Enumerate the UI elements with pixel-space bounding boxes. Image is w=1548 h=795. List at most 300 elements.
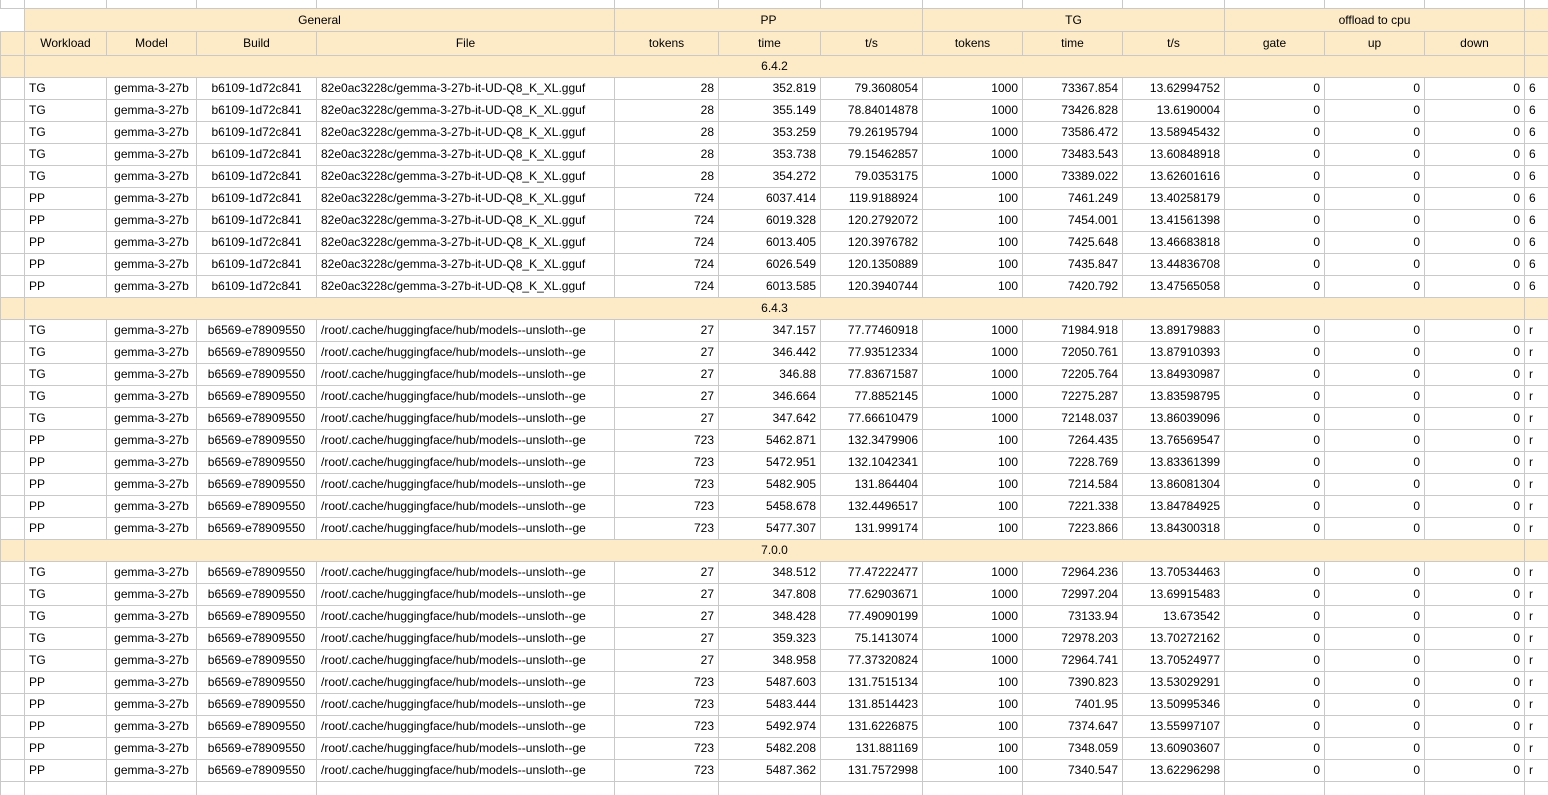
cell-file[interactable]: 82e0ac3228c/gemma-3-27b-it-UD-Q8_K_XL.gguf: [317, 77, 615, 99]
cell-tg-tokens[interactable]: 1000: [923, 605, 1023, 627]
cell-up[interactable]: 0: [1325, 209, 1425, 231]
cell-pp-tokens[interactable]: 28: [615, 99, 719, 121]
column-header-up[interactable]: up: [1325, 31, 1425, 55]
cell-up[interactable]: 0: [1325, 759, 1425, 781]
cell-pp-ts[interactable]: 77.62903671: [821, 583, 923, 605]
table-row[interactable]: [1, 627, 1548, 649]
cell-down[interactable]: 0: [1425, 165, 1525, 187]
cell-pp-tokens[interactable]: 723: [615, 759, 719, 781]
table-row[interactable]: [1, 143, 1548, 165]
cell-tg-ts[interactable]: 13.86039096: [1123, 407, 1225, 429]
cell-tg-ts[interactable]: 13.6190004: [1123, 99, 1225, 121]
cell-pp-ts[interactable]: 77.49090199: [821, 605, 923, 627]
cell-model[interactable]: gemma-3-27b: [107, 407, 197, 429]
cell-pp-ts[interactable]: 79.15462857: [821, 143, 923, 165]
cell-build[interactable]: b6109-1d72c841: [197, 121, 317, 143]
cell-workload[interactable]: PP: [25, 231, 107, 253]
cell-pp-time[interactable]: 5472.951: [719, 451, 821, 473]
cell-file[interactable]: /root/.cache/huggingface/hub/models--unsloth--ge: [317, 649, 615, 671]
cell-down[interactable]: 0: [1425, 143, 1525, 165]
table-row[interactable]: [1, 605, 1548, 627]
cell-tg-time[interactable]: 72964.236: [1023, 561, 1123, 583]
cell-gate[interactable]: 0: [1225, 583, 1325, 605]
cell-build[interactable]: b6569-e78909550: [197, 385, 317, 407]
cell-model[interactable]: gemma-3-27b: [107, 451, 197, 473]
cell-tg-time[interactable]: 71984.918: [1023, 319, 1123, 341]
cell-file[interactable]: 82e0ac3228c/gemma-3-27b-it-UD-Q8_K_XL.gguf: [317, 121, 615, 143]
cell-tg-time[interactable]: 73133.94: [1023, 605, 1123, 627]
table-row[interactable]: [1, 187, 1548, 209]
table-row[interactable]: [1, 165, 1548, 187]
cell-pp-time[interactable]: 353.259: [719, 121, 821, 143]
table-row[interactable]: [1, 385, 1548, 407]
cell-workload[interactable]: PP: [25, 715, 107, 737]
cell-model[interactable]: gemma-3-27b: [107, 671, 197, 693]
table-row[interactable]: [1, 671, 1548, 693]
cell-pp-time[interactable]: 348.428: [719, 605, 821, 627]
cell-file[interactable]: /root/.cache/huggingface/hub/models--unsloth--ge: [317, 561, 615, 583]
cell-gate[interactable]: 0: [1225, 693, 1325, 715]
column-header-file[interactable]: File: [317, 31, 615, 55]
cell-file[interactable]: /root/.cache/huggingface/hub/models--unsloth--ge: [317, 693, 615, 715]
table-row[interactable]: [1, 583, 1548, 605]
cell-model[interactable]: gemma-3-27b: [107, 627, 197, 649]
cell-tg-ts[interactable]: 13.62994752: [1123, 77, 1225, 99]
cell-pp-tokens[interactable]: 723: [615, 429, 719, 451]
cell-pp-tokens[interactable]: 723: [615, 715, 719, 737]
cell-pp-ts[interactable]: 77.83671587: [821, 363, 923, 385]
cell-build[interactable]: b6569-e78909550: [197, 451, 317, 473]
cell-model[interactable]: gemma-3-27b: [107, 165, 197, 187]
cell-pp-ts[interactable]: 77.8852145: [821, 385, 923, 407]
cell-tg-tokens[interactable]: 1000: [923, 407, 1023, 429]
cell-gate[interactable]: 0: [1225, 143, 1325, 165]
cell-model[interactable]: gemma-3-27b: [107, 693, 197, 715]
cell-pp-time[interactable]: 5462.871: [719, 429, 821, 451]
cell-pp-ts[interactable]: 120.1350889: [821, 253, 923, 275]
cell-build[interactable]: b6109-1d72c841: [197, 77, 317, 99]
cell-up[interactable]: 0: [1325, 517, 1425, 539]
cell-tg-time[interactable]: 73389.022: [1023, 165, 1123, 187]
cell-file[interactable]: /root/.cache/huggingface/hub/models--unsloth--ge: [317, 715, 615, 737]
cell-pp-time[interactable]: 353.738: [719, 143, 821, 165]
cell-down[interactable]: 0: [1425, 693, 1525, 715]
cell-tg-tokens[interactable]: 1000: [923, 561, 1023, 583]
cell-pp-tokens[interactable]: 723: [615, 451, 719, 473]
cell-overflow[interactable]: r: [1525, 737, 1548, 759]
cell-tg-ts[interactable]: 13.76569547: [1123, 429, 1225, 451]
cell-gate[interactable]: 0: [1225, 649, 1325, 671]
cell-overflow[interactable]: r: [1525, 319, 1548, 341]
cell-up[interactable]: 0: [1325, 451, 1425, 473]
cell-build[interactable]: b6569-e78909550: [197, 341, 317, 363]
cell-build[interactable]: b6569-e78909550: [197, 671, 317, 693]
cell-model[interactable]: gemma-3-27b: [107, 231, 197, 253]
table-row[interactable]: [1, 473, 1548, 495]
cell-down[interactable]: 0: [1425, 451, 1525, 473]
cell-up[interactable]: 0: [1325, 495, 1425, 517]
cell-file[interactable]: /root/.cache/huggingface/hub/models--unsloth--ge: [317, 737, 615, 759]
cell-tg-tokens[interactable]: 100: [923, 495, 1023, 517]
cell-tg-time[interactable]: 72050.761: [1023, 341, 1123, 363]
cell-build[interactable]: b6109-1d72c841: [197, 165, 317, 187]
cell-tg-ts[interactable]: 13.40258179: [1123, 187, 1225, 209]
cell-gate[interactable]: 0: [1225, 99, 1325, 121]
table-row[interactable]: [1, 451, 1548, 473]
cell-pp-time[interactable]: 6037.414: [719, 187, 821, 209]
cell-down[interactable]: 0: [1425, 253, 1525, 275]
table-row[interactable]: [1, 209, 1548, 231]
cell-pp-ts[interactable]: 77.37320824: [821, 649, 923, 671]
cell-tg-tokens[interactable]: 1000: [923, 627, 1023, 649]
cell-down[interactable]: 0: [1425, 495, 1525, 517]
cell-overflow[interactable]: r: [1525, 407, 1548, 429]
cell-file[interactable]: /root/.cache/huggingface/hub/models--unsloth--ge: [317, 605, 615, 627]
cell-overflow[interactable]: r: [1525, 385, 1548, 407]
cell-pp-ts[interactable]: 131.999174: [821, 517, 923, 539]
cell-pp-ts[interactable]: 131.7515134: [821, 671, 923, 693]
cell-pp-tokens[interactable]: 723: [615, 495, 719, 517]
cell-tg-tokens[interactable]: 100: [923, 187, 1023, 209]
cell-tg-tokens[interactable]: 1000: [923, 121, 1023, 143]
cell-pp-tokens[interactable]: 724: [615, 209, 719, 231]
cell-model[interactable]: gemma-3-27b: [107, 275, 197, 297]
cell-down[interactable]: 0: [1425, 715, 1525, 737]
cell-pp-tokens[interactable]: 723: [615, 517, 719, 539]
cell-overflow[interactable]: r: [1525, 473, 1548, 495]
table-row[interactable]: [1, 693, 1548, 715]
cell-tg-tokens[interactable]: 100: [923, 473, 1023, 495]
cell-pp-time[interactable]: 5487.603: [719, 671, 821, 693]
cell-up[interactable]: 0: [1325, 253, 1425, 275]
table-row[interactable]: [1, 759, 1548, 781]
cell-build[interactable]: b6569-e78909550: [197, 561, 317, 583]
cell-tg-tokens[interactable]: 1000: [923, 583, 1023, 605]
cell-up[interactable]: 0: [1325, 187, 1425, 209]
cell-build[interactable]: b6569-e78909550: [197, 407, 317, 429]
cell-build[interactable]: b6569-e78909550: [197, 363, 317, 385]
cell-tg-tokens[interactable]: 1000: [923, 319, 1023, 341]
cell-pp-ts[interactable]: 131.7572998: [821, 759, 923, 781]
cell-gate[interactable]: 0: [1225, 385, 1325, 407]
cell-model[interactable]: gemma-3-27b: [107, 517, 197, 539]
cell-file[interactable]: 82e0ac3228c/gemma-3-27b-it-UD-Q8_K_XL.gguf: [317, 187, 615, 209]
cell-tg-tokens[interactable]: 100: [923, 451, 1023, 473]
table-row[interactable]: [1, 407, 1548, 429]
cell-workload[interactable]: PP: [25, 473, 107, 495]
cell-tg-time[interactable]: 7264.435: [1023, 429, 1123, 451]
cell-up[interactable]: 0: [1325, 693, 1425, 715]
cell-down[interactable]: 0: [1425, 209, 1525, 231]
cell-pp-tokens[interactable]: 28: [615, 143, 719, 165]
cell-workload[interactable]: PP: [25, 429, 107, 451]
cell-pp-time[interactable]: 5458.678: [719, 495, 821, 517]
cell-workload[interactable]: TG: [25, 341, 107, 363]
cell-tg-tokens[interactable]: 100: [923, 671, 1023, 693]
cell-tg-time[interactable]: 7223.866: [1023, 517, 1123, 539]
cell-pp-time[interactable]: 347.642: [719, 407, 821, 429]
cell-up[interactable]: 0: [1325, 99, 1425, 121]
cell-tg-time[interactable]: 72275.287: [1023, 385, 1123, 407]
cell-tg-time[interactable]: 73426.828: [1023, 99, 1123, 121]
cell-down[interactable]: 0: [1425, 737, 1525, 759]
cell-model[interactable]: gemma-3-27b: [107, 495, 197, 517]
cell-pp-time[interactable]: 352.819: [719, 77, 821, 99]
cell-tg-tokens[interactable]: 100: [923, 737, 1023, 759]
cell-pp-tokens[interactable]: 724: [615, 231, 719, 253]
cell-model[interactable]: gemma-3-27b: [107, 561, 197, 583]
cell-overflow[interactable]: r: [1525, 517, 1548, 539]
cell-down[interactable]: 0: [1425, 77, 1525, 99]
cell-workload[interactable]: PP: [25, 187, 107, 209]
table-row[interactable]: [1, 121, 1548, 143]
cell-tg-ts[interactable]: 13.55997107: [1123, 715, 1225, 737]
column-header-time[interactable]: time: [1023, 31, 1123, 55]
table-row[interactable]: [1, 319, 1548, 341]
cell-tg-ts[interactable]: 13.62601616: [1123, 165, 1225, 187]
cell-overflow[interactable]: 6: [1525, 77, 1548, 99]
cell-pp-tokens[interactable]: 27: [615, 627, 719, 649]
cell-pp-tokens[interactable]: 28: [615, 77, 719, 99]
cell-workload[interactable]: TG: [25, 385, 107, 407]
table-row[interactable]: [1, 99, 1548, 121]
cell-tg-ts[interactable]: 13.83598795: [1123, 385, 1225, 407]
cell-tg-time[interactable]: 7435.847: [1023, 253, 1123, 275]
cell-overflow[interactable]: 6: [1525, 143, 1548, 165]
table-row[interactable]: [1, 495, 1548, 517]
cell-up[interactable]: 0: [1325, 737, 1425, 759]
cell-file[interactable]: /root/.cache/huggingface/hub/models--unsloth--ge: [317, 451, 615, 473]
cell-up[interactable]: 0: [1325, 165, 1425, 187]
column-header-t-s[interactable]: t/s: [1123, 31, 1225, 55]
cell-down[interactable]: 0: [1425, 561, 1525, 583]
cell-gate[interactable]: 0: [1225, 561, 1325, 583]
cell-overflow[interactable]: r: [1525, 605, 1548, 627]
cell-workload[interactable]: PP: [25, 693, 107, 715]
column-header-t-s[interactable]: t/s: [821, 31, 923, 55]
cell-tg-ts[interactable]: 13.60848918: [1123, 143, 1225, 165]
cell-overflow[interactable]: 6: [1525, 253, 1548, 275]
cell-pp-ts[interactable]: 77.77460918: [821, 319, 923, 341]
cell-file[interactable]: /root/.cache/huggingface/hub/models--unsloth--ge: [317, 583, 615, 605]
cell-tg-ts[interactable]: 13.70272162: [1123, 627, 1225, 649]
cell-gate[interactable]: 0: [1225, 495, 1325, 517]
cell-workload[interactable]: TG: [25, 407, 107, 429]
cell-pp-time[interactable]: 346.442: [719, 341, 821, 363]
cell-pp-time[interactable]: 346.88: [719, 363, 821, 385]
cell-down[interactable]: 0: [1425, 649, 1525, 671]
table-row[interactable]: [1, 561, 1548, 583]
cell-pp-tokens[interactable]: 27: [615, 605, 719, 627]
cell-tg-ts[interactable]: 13.44836708: [1123, 253, 1225, 275]
cell-model[interactable]: gemma-3-27b: [107, 649, 197, 671]
cell-overflow[interactable]: r: [1525, 649, 1548, 671]
cell-tg-ts[interactable]: 13.60903607: [1123, 737, 1225, 759]
table-row[interactable]: [1, 275, 1548, 297]
cell-model[interactable]: gemma-3-27b: [107, 319, 197, 341]
cell-tg-tokens[interactable]: 100: [923, 209, 1023, 231]
cell-file[interactable]: 82e0ac3228c/gemma-3-27b-it-UD-Q8_K_XL.gguf: [317, 143, 615, 165]
cell-overflow[interactable]: r: [1525, 715, 1548, 737]
cell-model[interactable]: gemma-3-27b: [107, 737, 197, 759]
cell-gate[interactable]: 0: [1225, 253, 1325, 275]
cell-down[interactable]: 0: [1425, 275, 1525, 297]
cell-pp-time[interactable]: 6013.405: [719, 231, 821, 253]
cell-build[interactable]: b6569-e78909550: [197, 737, 317, 759]
cell-pp-ts[interactable]: 132.1042341: [821, 451, 923, 473]
cell-pp-time[interactable]: 6019.328: [719, 209, 821, 231]
cell-model[interactable]: gemma-3-27b: [107, 715, 197, 737]
cell-up[interactable]: 0: [1325, 649, 1425, 671]
cell-down[interactable]: 0: [1425, 187, 1525, 209]
cell-build[interactable]: b6109-1d72c841: [197, 187, 317, 209]
cell-tg-ts[interactable]: 13.89179883: [1123, 319, 1225, 341]
cell-workload[interactable]: PP: [25, 253, 107, 275]
cell-build[interactable]: b6569-e78909550: [197, 693, 317, 715]
cell-pp-ts[interactable]: 132.3479906: [821, 429, 923, 451]
cell-file[interactable]: /root/.cache/huggingface/hub/models--unsloth--ge: [317, 671, 615, 693]
cell-gate[interactable]: 0: [1225, 121, 1325, 143]
cell-overflow[interactable]: 6: [1525, 209, 1548, 231]
cell-overflow[interactable]: 6: [1525, 275, 1548, 297]
column-header-build[interactable]: Build: [197, 31, 317, 55]
cell-pp-time[interactable]: 354.272: [719, 165, 821, 187]
cell-model[interactable]: gemma-3-27b: [107, 143, 197, 165]
cell-overflow[interactable]: r: [1525, 429, 1548, 451]
cell-gate[interactable]: 0: [1225, 341, 1325, 363]
cell-pp-tokens[interactable]: 723: [615, 693, 719, 715]
table-row[interactable]: [1, 429, 1548, 451]
cell-tg-ts[interactable]: 13.41561398: [1123, 209, 1225, 231]
cell-model[interactable]: gemma-3-27b: [107, 759, 197, 781]
cell-gate[interactable]: 0: [1225, 737, 1325, 759]
cell-build[interactable]: b6569-e78909550: [197, 517, 317, 539]
cell-model[interactable]: gemma-3-27b: [107, 209, 197, 231]
cell-workload[interactable]: TG: [25, 99, 107, 121]
cell-gate[interactable]: 0: [1225, 187, 1325, 209]
cell-up[interactable]: 0: [1325, 231, 1425, 253]
cell-tg-ts[interactable]: 13.69915483: [1123, 583, 1225, 605]
cell-pp-time[interactable]: 5482.905: [719, 473, 821, 495]
cell-pp-time[interactable]: 5477.307: [719, 517, 821, 539]
cell-gate[interactable]: 0: [1225, 363, 1325, 385]
cell-model[interactable]: gemma-3-27b: [107, 429, 197, 451]
cell-tg-tokens[interactable]: 100: [923, 517, 1023, 539]
column-header-tokens[interactable]: tokens: [615, 31, 719, 55]
cell-up[interactable]: 0: [1325, 605, 1425, 627]
cell-pp-time[interactable]: 5492.974: [719, 715, 821, 737]
cell-pp-ts[interactable]: 78.84014878: [821, 99, 923, 121]
cell-pp-ts[interactable]: 131.881169: [821, 737, 923, 759]
cell-pp-time[interactable]: 348.958: [719, 649, 821, 671]
cell-up[interactable]: 0: [1325, 627, 1425, 649]
cell-workload[interactable]: PP: [25, 451, 107, 473]
cell-build[interactable]: b6109-1d72c841: [197, 143, 317, 165]
cell-pp-ts[interactable]: 77.66610479: [821, 407, 923, 429]
cell-tg-ts[interactable]: 13.87910393: [1123, 341, 1225, 363]
cell-tg-time[interactable]: 73367.854: [1023, 77, 1123, 99]
cell-file[interactable]: /root/.cache/huggingface/hub/models--unsloth--ge: [317, 495, 615, 517]
cell-file[interactable]: /root/.cache/huggingface/hub/models--unsloth--ge: [317, 429, 615, 451]
cell-up[interactable]: 0: [1325, 77, 1425, 99]
cell-workload[interactable]: TG: [25, 605, 107, 627]
cell-workload[interactable]: PP: [25, 495, 107, 517]
cell-tg-ts[interactable]: 13.70534463: [1123, 561, 1225, 583]
cell-overflow[interactable]: 6: [1525, 231, 1548, 253]
cell-build[interactable]: b6569-e78909550: [197, 473, 317, 495]
cell-build[interactable]: b6569-e78909550: [197, 759, 317, 781]
cell-overflow[interactable]: r: [1525, 671, 1548, 693]
cell-build[interactable]: b6109-1d72c841: [197, 209, 317, 231]
cell-workload[interactable]: TG: [25, 77, 107, 99]
column-header-model[interactable]: Model: [107, 31, 197, 55]
cell-model[interactable]: gemma-3-27b: [107, 99, 197, 121]
cell-tg-time[interactable]: 7221.338: [1023, 495, 1123, 517]
column-header-down[interactable]: down: [1425, 31, 1525, 55]
cell-gate[interactable]: 0: [1225, 671, 1325, 693]
cell-tg-time[interactable]: 72148.037: [1023, 407, 1123, 429]
cell-pp-tokens[interactable]: 27: [615, 649, 719, 671]
cell-pp-tokens[interactable]: 723: [615, 473, 719, 495]
cell-overflow[interactable]: r: [1525, 341, 1548, 363]
cell-pp-tokens[interactable]: 27: [615, 363, 719, 385]
cell-pp-time[interactable]: 347.808: [719, 583, 821, 605]
cell-overflow[interactable]: r: [1525, 583, 1548, 605]
cell-tg-tokens[interactable]: 1000: [923, 649, 1023, 671]
cell-gate[interactable]: 0: [1225, 429, 1325, 451]
cell-pp-ts[interactable]: 75.1413074: [821, 627, 923, 649]
cell-tg-tokens[interactable]: 1000: [923, 99, 1023, 121]
cell-overflow[interactable]: r: [1525, 561, 1548, 583]
cell-tg-tokens[interactable]: 100: [923, 693, 1023, 715]
cell-tg-time[interactable]: 72964.741: [1023, 649, 1123, 671]
cell-down[interactable]: 0: [1425, 605, 1525, 627]
column-header-gate[interactable]: gate: [1225, 31, 1325, 55]
cell-file[interactable]: /root/.cache/huggingface/hub/models--unsloth--ge: [317, 385, 615, 407]
cell-up[interactable]: 0: [1325, 561, 1425, 583]
cell-tg-time[interactable]: 72205.764: [1023, 363, 1123, 385]
cell-down[interactable]: 0: [1425, 473, 1525, 495]
cell-tg-time[interactable]: 7228.769: [1023, 451, 1123, 473]
cell-model[interactable]: gemma-3-27b: [107, 385, 197, 407]
cell-build[interactable]: b6569-e78909550: [197, 715, 317, 737]
cell-tg-tokens[interactable]: 1000: [923, 341, 1023, 363]
cell-workload[interactable]: TG: [25, 165, 107, 187]
cell-file[interactable]: 82e0ac3228c/gemma-3-27b-it-UD-Q8_K_XL.gguf: [317, 253, 615, 275]
cell-down[interactable]: 0: [1425, 231, 1525, 253]
cell-tg-ts[interactable]: 13.673542: [1123, 605, 1225, 627]
cell-pp-time[interactable]: 5483.444: [719, 693, 821, 715]
cell-file[interactable]: /root/.cache/huggingface/hub/models--unsloth--ge: [317, 319, 615, 341]
cell-tg-ts[interactable]: 13.47565058: [1123, 275, 1225, 297]
cell-pp-ts[interactable]: 132.4496517: [821, 495, 923, 517]
cell-tg-ts[interactable]: 13.86081304: [1123, 473, 1225, 495]
cell-workload[interactable]: TG: [25, 627, 107, 649]
cell-workload[interactable]: TG: [25, 583, 107, 605]
cell-workload[interactable]: TG: [25, 319, 107, 341]
cell-pp-ts[interactable]: 77.93512334: [821, 341, 923, 363]
cell-tg-time[interactable]: 7374.647: [1023, 715, 1123, 737]
cell-pp-ts[interactable]: 77.47222477: [821, 561, 923, 583]
cell-down[interactable]: 0: [1425, 385, 1525, 407]
cell-pp-ts[interactable]: 131.864404: [821, 473, 923, 495]
cell-pp-time[interactable]: 5487.362: [719, 759, 821, 781]
cell-up[interactable]: 0: [1325, 341, 1425, 363]
cell-down[interactable]: 0: [1425, 319, 1525, 341]
cell-gate[interactable]: 0: [1225, 407, 1325, 429]
cell-tg-tokens[interactable]: 100: [923, 275, 1023, 297]
table-row[interactable]: [1, 649, 1548, 671]
